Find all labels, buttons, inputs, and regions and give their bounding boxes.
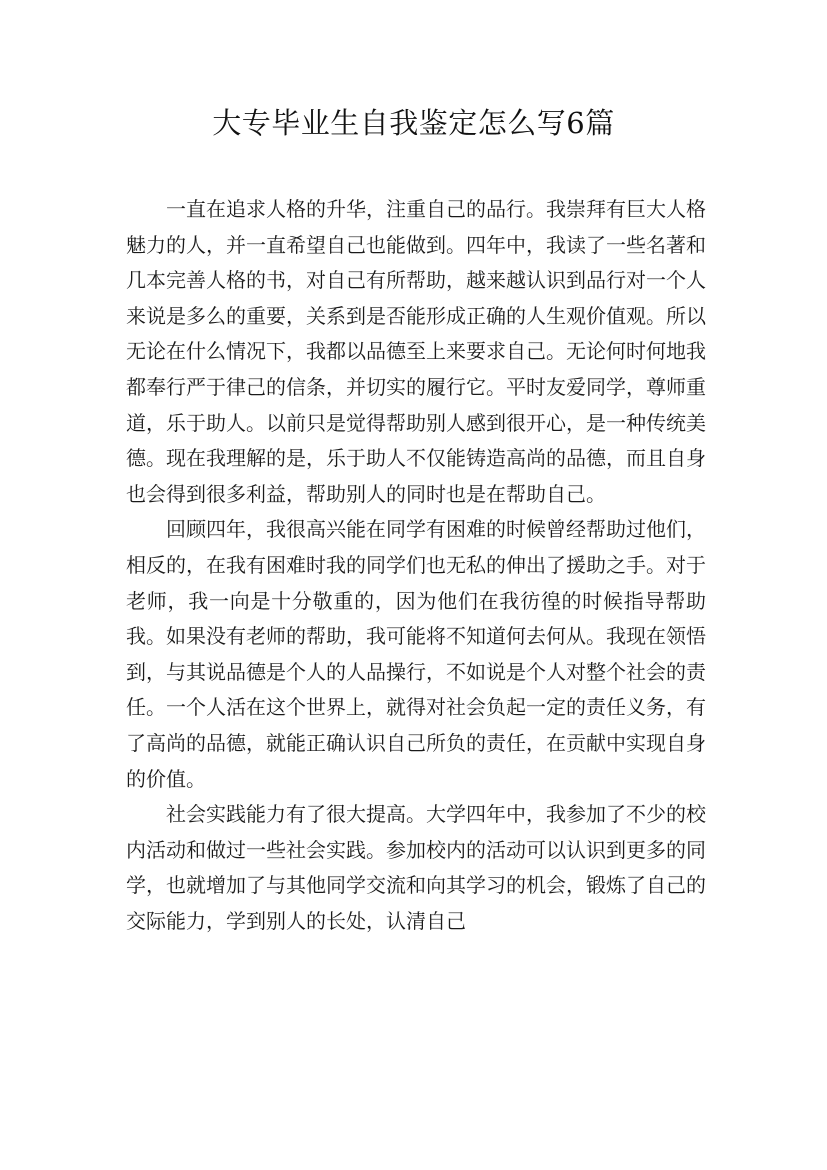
paragraph-2: 回顾四年，我很高兴能在同学有困难的时候曾经帮助过他们，相反的，在我有困难时我的同学们也无私的伸出了援助之手。对于老师，我一向是十分敬重的，因为他们在我彷徨的时候指导帮助我。如果没有老师的帮助，我可能将不知道何去何从。我现在领悟到，与其说品德是个人的人品操行，不如说是个人对整个社会的责任。一个人活在这个世界上，就得对社会负起一定的责任义务，有了高尚的品德，就能正确认识自己所负的责任，在贡献中实现自身的价值。 (126, 517, 706, 791)
paragraph-1: 一直在追求人格的升华，注重自己的品行。我崇拜有巨大人格魅力的人，并一直希望自己也能做到。四年中，我读了一些名著和几本完善人格的书，对自己有所帮助，越来越认识到品行对一个人来说是多么的重要，关系到是否能形成正确的人生观价值观。所以无论在什么情况下，我都以品德至上来要求自己。无论何时何地我都奉行严于律己的信条，并切实的履行它。平时友爱同学，尊师重道，乐于助人。以前只是觉得帮助别人感到很开心，是一种传统美德。现在我理解的是，乐于助人不仅能铸造高尚的品德，而且自身也会得到很多利益，帮助别人的同时也是在帮助自己。 (126, 197, 706, 506)
document-title: 大专毕业生自我鉴定怎么写6篇 (212, 106, 615, 140)
document-body (126, 192, 706, 939)
paragraph-3: 社会实践能力有了很大提高。大学四年中，我参加了不少的校内活动和做过一些社会实践。参加校内的活动可以认识到更多的同学，也就增加了与其他同学交流和向其学习的机会，锻炼了自己的交际能力，学到别人的长处，认清自己 (126, 802, 706, 933)
